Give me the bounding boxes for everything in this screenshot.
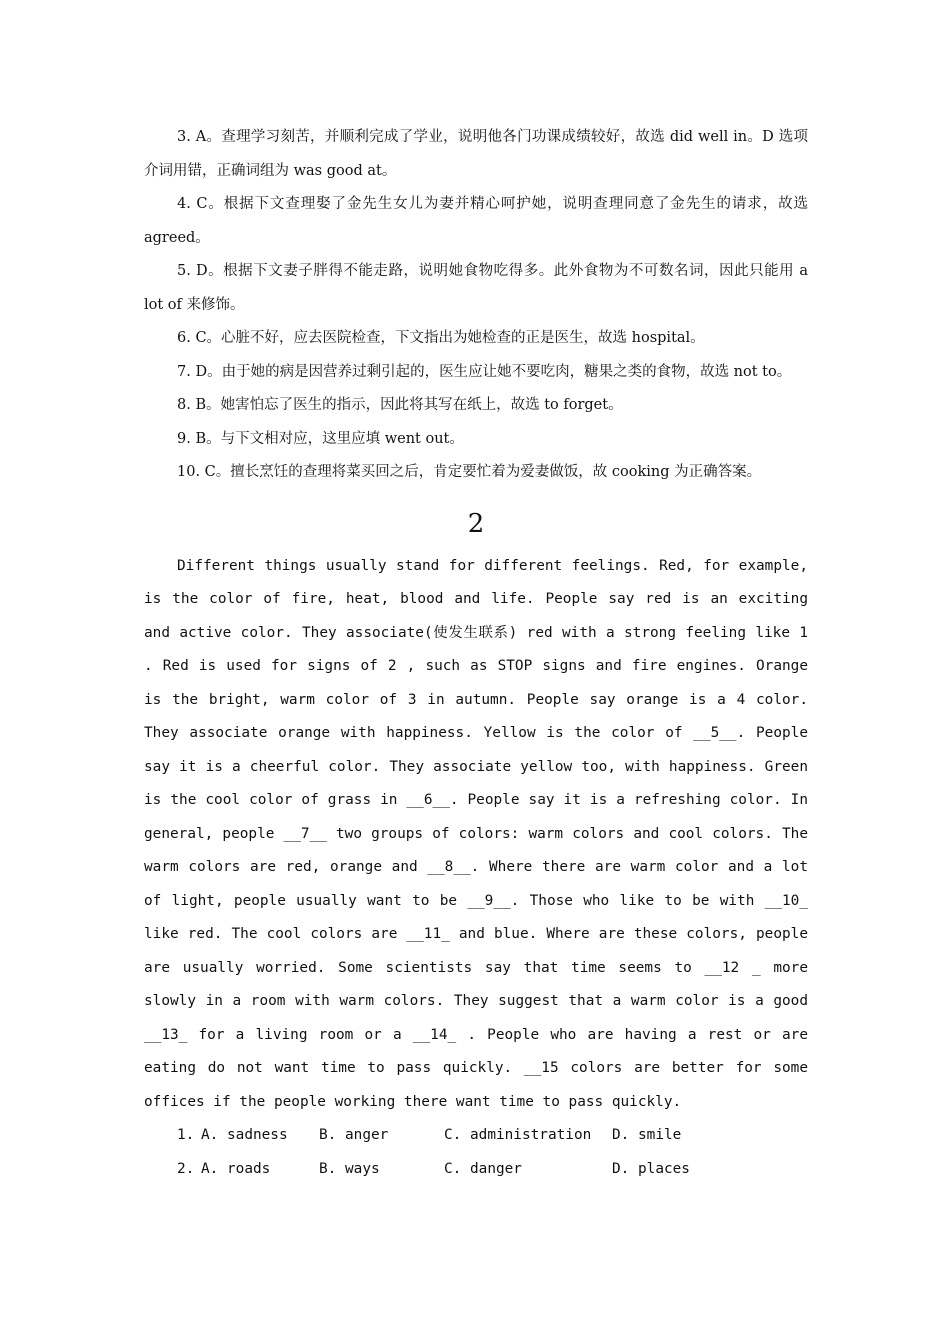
answer-explanation-3: 3. A。查理学习刻苦，并顺利完成了学业，说明他各门功课成绩较好，故选 did well in。D 选项介词用错，正确词组为 was good at。 [144,129,808,179]
answer-explanation-4: 4. C。根据下文查理娶了金先生女儿为妻并精心呵护她，说明查理同意了金先生的请求，故选 agreed。 [144,196,808,246]
answer-explanation-6: 6. C。心脏不好，应去医院检查，下文指出为她检查的正是医生，故选 hospital。 [177,330,705,346]
answer-explanation-10: 10. C。擅长烹饪的查理将菜买回之后，肯定要忙着为爱妻做饭，故 cooking 为正确答案。 [177,464,762,480]
option-row-1 [144,1119,808,1153]
option-b: B. ways [319,1160,380,1177]
answer-explanation-7: 7. D。由于她的病是因营养过剩引起的，医生应让她不要吃肉，糖果之类的食物，故选 not to。 [177,363,792,380]
answer-explanation-9: 9. B。与下文相对应，这里应填 went out。 [177,430,464,447]
document-page [144,121,808,1186]
section-heading: 2 [467,508,485,539]
answer-explanation-5: 5. D。根据下文妻子胖得不能走路，说明她食物吃得多。此外食物为不可数名词，因此只能用 a lot of 来修饰。 [144,263,808,313]
option-row-2 [144,1153,808,1187]
option-a: A. roads [201,1160,271,1177]
option-b: B. anger [319,1127,389,1143]
option-a: A. sadness [201,1127,288,1143]
answer-explanation-8: 8. B。她害怕忘了医生的指示，因此将其写在纸上，故选 to forget。 [177,397,623,413]
option-d: D. smile [612,1127,682,1143]
question-number: 1. [177,1127,195,1143]
options-list [144,1119,808,1186]
cloze-passage: Different things usually stand for different feelings. Red, for example, is the color of fire, heat, blood and life. People say red is an exciting and active color. They associate(使发生联系) red with a strong feeling like 1 . Red is used for signs of 2 , such as STOP signs and fire engines. Orange is the bright, warm color of 3 in autumn. People say orange is a 4 color. They associate orange with happiness. Yellow is the color of __5__. People say it is a cheerful color. They associate yellow too, with happiness. Green is the cool color of grass in __6__. People say it is a refreshing color. In general, people __7__ two groups of colors: warm colors and cool colors. The warm colors are red, orange and __8__. Where there are warm color and a lot of light, people usually want to be __9__. Those who like to be with __10_ like red. The cool colors are __11_ and blue. Where are these colors, people are usually worried. Some scientists say that time seems to __12 _ more slowly in a room with warm colors. They suggest that a warm color is a good __13_ for a living room or a __14_ . People who are having a rest or are eating do not want time to pass quickly. __15 colors are better for some offices if the people working there want time to pass quickly. [144,557,808,1110]
option-c: C. administration [444,1127,592,1143]
option-d: D. places [612,1160,690,1177]
option-c: C. danger [444,1160,522,1177]
question-number: 2. [177,1160,195,1177]
